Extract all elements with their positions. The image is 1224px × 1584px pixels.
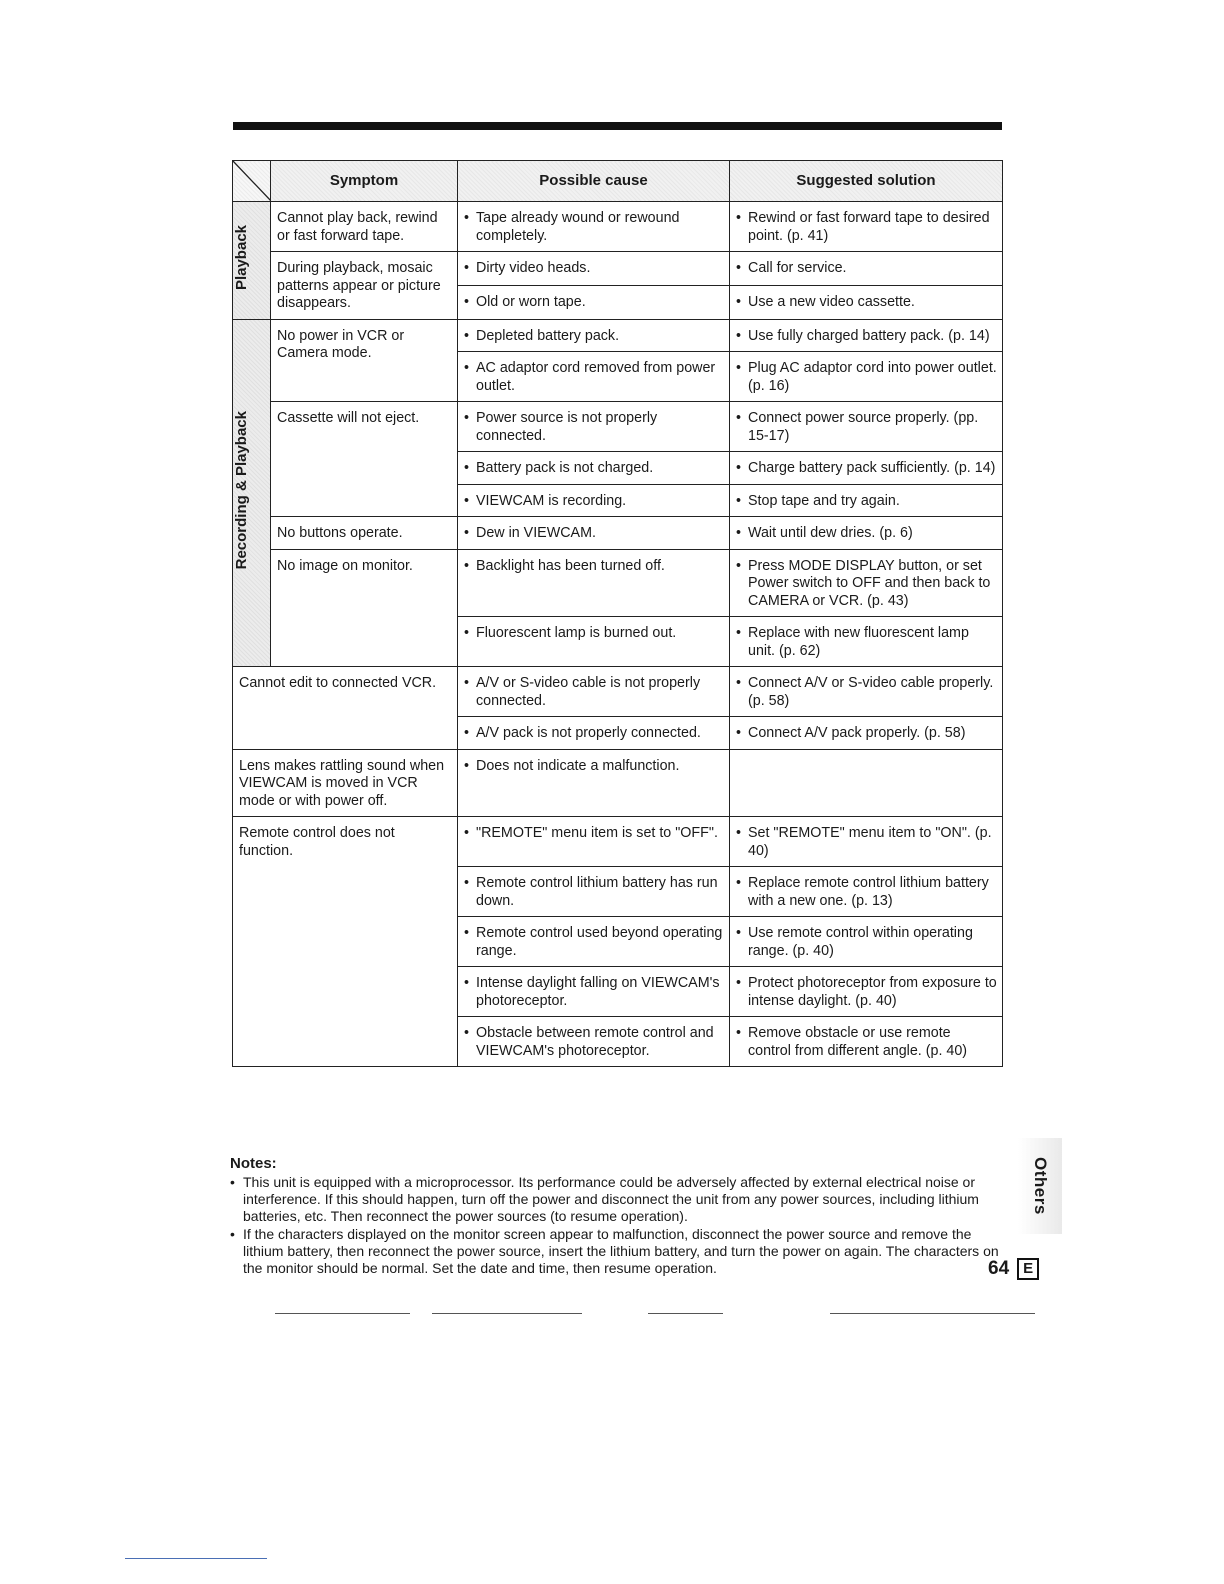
solution-cell-empty [730,749,1003,817]
header-corner [233,161,271,202]
bullet-icon: • [464,1025,470,1041]
side-tab-label: Others [1031,1157,1050,1215]
bullet-icon: • [736,210,742,226]
header-symptom: Symptom [271,161,458,202]
page-number-text: 64 [988,1258,1010,1279]
bullet-icon: • [736,293,742,310]
bullet-icon: • [736,327,742,344]
symptom-cell: Remote control does not function. [233,817,458,1067]
section-label-text: Playback [233,224,250,291]
bullet-icon: • [464,492,470,509]
bullet-icon: • [736,360,742,376]
solution-cell: • Replace with new fluorescent lamp unit. (p. 62) [730,617,1003,667]
bullet-icon: • [736,557,742,574]
cause-cell: • Does not indicate a malfunction. [458,749,730,817]
bullet-icon: • [464,293,470,310]
bullet-icon: • [736,975,742,991]
table-row [233,549,1003,617]
solution-cell: • Connect A/V or S-video cable properly. (p. 58) [730,667,1003,717]
language-badge: E [1017,1258,1039,1280]
bullet-icon: • [464,557,470,574]
symptom-cell: No buttons operate. [271,517,458,550]
bullet-icon: • [230,1174,235,1190]
bullet-icon: • [464,327,470,344]
table-row [233,319,1003,352]
bullet-icon: • [736,492,742,509]
symptom-cell: Cannot play back, rewind or fast forward tape. [271,202,458,252]
solution-cell: • Charge battery pack sufficiently. (p. 14) [730,452,1003,485]
note-item: • If the characters displayed on the monitor screen appear to malfunction, disconnect the power source and remove the lithium battery, then reconnect the power source, insert the lithium battery, and turn the power on again. The characters on the monitor should be normal. Set the date and time, then resume operation. [230,1226,999,1276]
solution-cell: • Remove obstacle or use remote control from different angle. (p. 40) [730,1017,1003,1067]
cause-cell: • VIEWCAM is recording. [458,484,730,517]
page-number [988,1258,1039,1280]
symptom-cell: During playback, mosaic patterns appear or picture disappears. [271,252,458,320]
solution-cell: • Connect A/V pack properly. (p. 58) [730,717,1003,750]
solution-cell: • Connect power source properly. (pp. 15-17) [730,402,1003,452]
bullet-icon: • [464,625,470,641]
cause-cell: • Intense daylight falling on VIEWCAM's photoreceptor. [458,967,730,1017]
section-label-recording-playback [233,319,271,667]
scan-edge-rule [125,1558,267,1559]
solution-cell: • Use remote control within operating range. (p. 40) [730,917,1003,967]
note-item: • This unit is equipped with a microprocessor. Its performance could be adversely affected by external electrical noise or interference. If this should happen, turn off the power and disconnect the unit from any power sources, including lithium batteries, etc. Then reconnect the power sources (to resume operation). [230,1174,979,1224]
symptom-cell: Cassette will not eject. [271,402,458,517]
cause-cell: • Dew in VIEWCAM. [458,517,730,550]
cause-cell: • "REMOTE" menu item is set to "OFF". [458,817,730,867]
cause-cell: • Tape already wound or rewound completely. [458,202,730,252]
solution-cell: • Press MODE DISPLAY button, or set Power switch to OFF and then back to CAMERA or VCR. (p. 43) [730,549,1003,617]
bullet-icon: • [736,925,742,941]
cause-cell: • AC adaptor cord removed from power outlet. [458,352,730,402]
cause-cell: • Remote control lithium battery has run down. [458,867,730,917]
cause-cell: • Old or worn tape. [458,285,730,319]
table-row [233,667,1003,717]
solution-cell: • Rewind or fast forward tape to desired point. (p. 41) [730,202,1003,252]
bullet-icon: • [464,460,470,476]
solution-cell: • Stop tape and try again. [730,484,1003,517]
footer-rule [432,1313,582,1314]
cause-cell: • Obstacle between remote control and VIEWCAM's photoreceptor. [458,1017,730,1067]
bullet-icon: • [464,925,470,941]
cause-cell: • Backlight has been turned off. [458,549,730,617]
bullet-icon: • [736,410,742,426]
cause-cell: • Remote control used beyond operating range. [458,917,730,967]
bullet-icon: • [736,625,742,641]
bullet-icon: • [736,1025,742,1041]
cause-cell: • Fluorescent lamp is burned out. [458,617,730,667]
footer-rule [830,1313,1035,1314]
header-suggested-solution: Suggested solution [730,161,1003,202]
section-label-playback [233,202,271,320]
table-row [233,252,1003,286]
solution-cell: • Plug AC adaptor cord into power outlet. (p. 16) [730,352,1003,402]
symptom-cell: Cannot edit to connected VCR. [233,667,458,750]
cause-cell: • A/V or S-video cable is not properly connected. [458,667,730,717]
section-label-text: Recording & Playback [233,410,250,570]
solution-cell: • Wait until dew dries. (p. 6) [730,517,1003,550]
bullet-icon: • [464,725,470,741]
solution-cell: • Use a new video cassette. [730,285,1003,319]
notes-section [230,1155,1010,1278]
bullet-icon: • [736,725,742,741]
table-row [233,517,1003,550]
troubleshooting-table [232,160,1003,1067]
cause-cell: • Power source is not properly connected. [458,402,730,452]
bullet-icon: • [736,675,742,691]
bullet-icon: • [464,757,470,774]
bullet-icon: • [736,460,742,476]
side-tab-others [1018,1138,1062,1234]
bullet-icon: • [464,410,470,426]
bullet-icon: • [736,525,742,541]
bullet-icon: • [736,260,742,276]
table-header-row [233,161,1003,202]
notes-title: Notes: [230,1155,277,1172]
corner-diagonal-line [233,161,271,201]
solution-cell: • Replace remote control lithium battery with a new one. (p. 13) [730,867,1003,917]
bullet-icon: • [736,825,742,841]
bullet-icon: • [230,1226,235,1242]
bullet-icon: • [464,260,470,276]
footer-rule [648,1313,723,1314]
cause-cell: • Depleted battery pack. [458,319,730,352]
table-row [233,402,1003,452]
symptom-cell: No image on monitor. [271,549,458,667]
symptom-cell: Lens makes rattling sound when VIEWCAM is moved in VCR mode or with power off. [233,749,458,817]
top-rule [233,122,1002,130]
cause-cell: • Dirty video heads. [458,252,730,286]
bullet-icon: • [464,210,470,226]
bullet-icon: • [464,525,470,541]
header-possible-cause: Possible cause [458,161,730,202]
cause-cell: • Battery pack is not charged. [458,452,730,485]
bullet-icon: • [464,675,470,691]
solution-cell: • Call for service. [730,252,1003,286]
symptom-cell: No power in VCR or Camera mode. [271,319,458,402]
bullet-icon: • [736,875,742,891]
bullet-icon: • [464,360,470,376]
bullet-icon: • [464,975,470,991]
solution-cell: • Use fully charged battery pack. (p. 14) [730,319,1003,352]
cause-cell: • A/V pack is not properly connected. [458,717,730,750]
solution-cell: • Protect photoreceptor from exposure to intense daylight. (p. 40) [730,967,1003,1017]
table-row [233,817,1003,867]
table-row [233,749,1003,817]
solution-cell: • Set "REMOTE" menu item to "ON". (p. 40) [730,817,1003,867]
bullet-icon: • [464,875,470,891]
footer-rule [275,1313,410,1314]
table-row [233,202,1003,252]
bullet-icon: • [464,825,470,841]
